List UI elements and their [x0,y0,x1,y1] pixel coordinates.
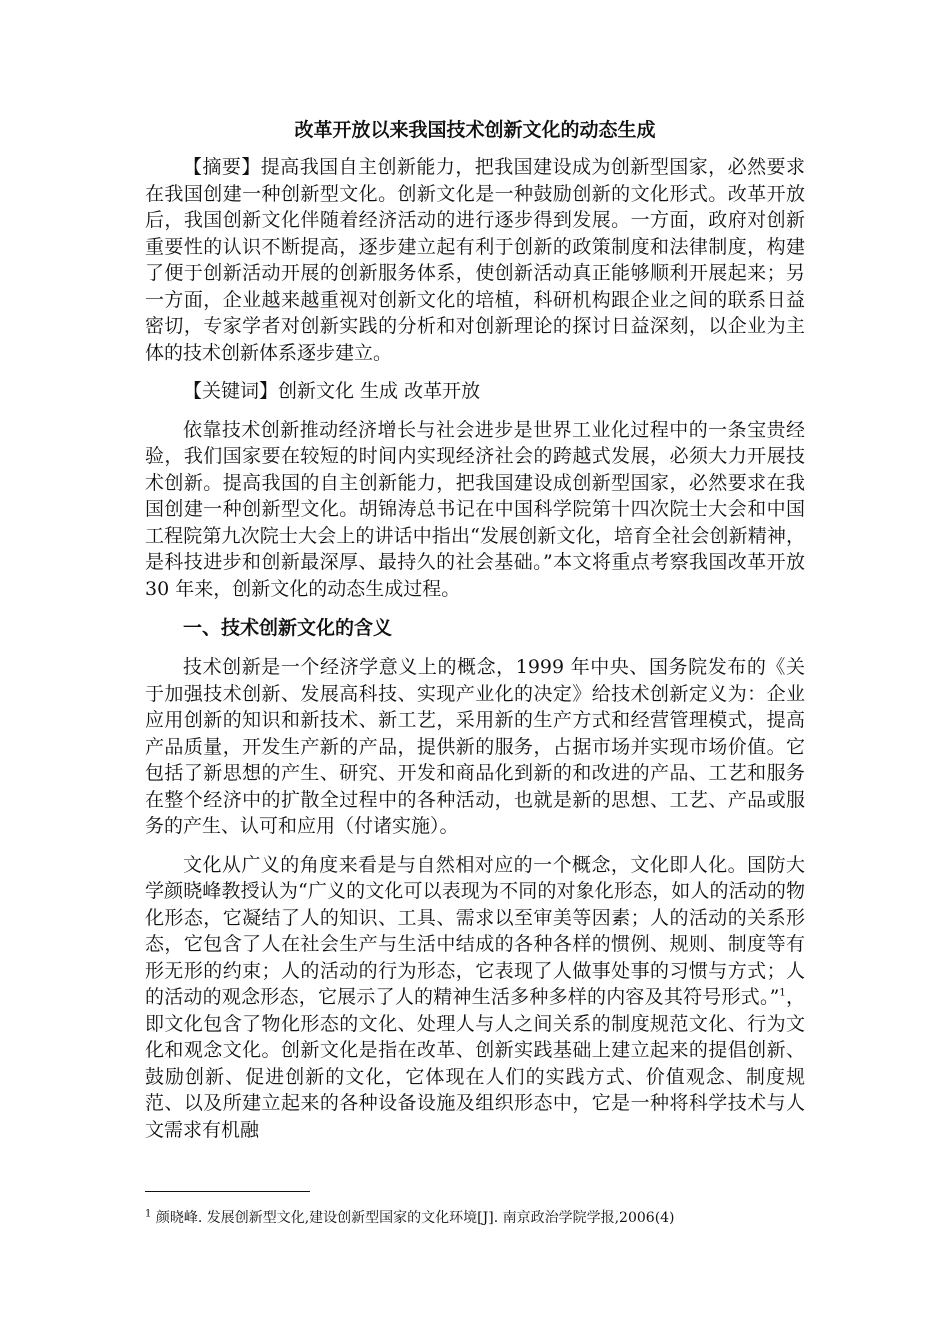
footnote-mark: 1 [145,1208,152,1220]
definition-paragraph: 技术创新是一个经济学意义上的概念，1999 年中央、国务院发布的《关于加强技术创新、发展高科技、实现产业化的决定》给技术创新定义为：企业应用创新的知识和新技术、新工艺，采用新的生产方式和经营管理模式，提高产品质量，开发生产新的产品，提供新的服务，占据市场并实现市场价值。它包括了新思想的产生、研究、开发和商品化到新的和改进的产品、工艺和服务在整个经济中的扩散全过程中的各种活动，也就是新的思想、工艺、产品或服务的产生、认可和应用（付诸实施）。 [145,656,805,837]
footnote-reference[interactable]: 1 [779,987,786,999]
keywords-paragraph: 【关键词】创新文化 生成 改革开放 [183,380,481,402]
culture-paragraph-part-a: 文化从广义的角度来看是与自然相对应的一个概念，文化即人化。国防大学颜晓峰教授认为“广义的文化可以表现为不同的对象化形态，如人的活动的物化形态，它凝结了人的知识、工具、需求以至审美等因素；人的活动的关系形态，它包含了人在社会生产与生活中结成的各种各样的惯例、规则、制度等有形无形的约束；人的活动的行为形态，它表现了人做事处事的习惯与方式；人的活动的观念形态，它展示了人的精神生活多种多样的内容及其符号形式。” [145,853,805,1008]
abstract-paragraph: 【摘要】提高我国自主创新能力，把我国建设成为创新型国家，必然要求在我国创建一种创新型文化。创新文化是一种鼓励创新的文化形式。改革开放后，我国创新文化伴随着经济活动的进行逐步得到发展。一方面，政府对创新重要性的认识不断提高，逐步建立起有利于创新的政策制度和法律制度，构建了便于创新活动开展的创新服务体系，使创新活动真正能够顺利开展起来；另一方面，企业越来越重视对创新文化的培植，科研机构跟企业之间的联系日益密切，专家学者对创新实践的分析和对创新理论的探讨日益深刻，以企业为主体的技术创新体系逐步建立。 [145,156,805,364]
section-heading: 一、技术创新文化的含义 [183,617,393,639]
culture-paragraph-part-b: ，即文化包含了物化形态的文化、处理人与人之间关系的制度规范文化、行为文化和观念文化。创新文化是指在改革、创新实践基础上建立起来的提倡创新、鼓励创新、促进创新的文化，它体现在人们的实践方式、价值观念、制度规范、以及所建立起来的各种设备设施及组织形态中，它是一种将科学技术与人文需求有机融 [145,986,805,1141]
document-title: 改革开放以来我国技术创新文化的动态生成 [294,119,656,141]
footnote [145,1208,845,1228]
footnote-separator [145,1191,310,1192]
intro-paragraph: 依靠技术创新推动经济增长与社会进步是世界工业化过程中的一条宝贵经验，我们国家要在较短的时间内实现经济社会的跨越式发展，必须大力开展技术创新。提高我国的自主创新能力，把我国建设成创新型国家，必然要求在我国创建一种创新型文化。胡锦涛总书记在中国科学院第十四次院士大会和中国工程院第九次院士大会上的讲话中指出“发展创新文化，培育全社会创新精神，是科技进步和创新最深厚、最持久的社会基础。”本文将重点考察我国改革开放 30 年来，创新文化的动态生成过程。 [145,418,805,600]
culture-paragraph [145,852,805,1144]
footnote-text: 颜晓峰. 发展创新型文化,建设创新型国家的文化环境[J]. 南京政治学院学报,2006(4) [151,1210,675,1226]
document-body [145,116,805,1143]
